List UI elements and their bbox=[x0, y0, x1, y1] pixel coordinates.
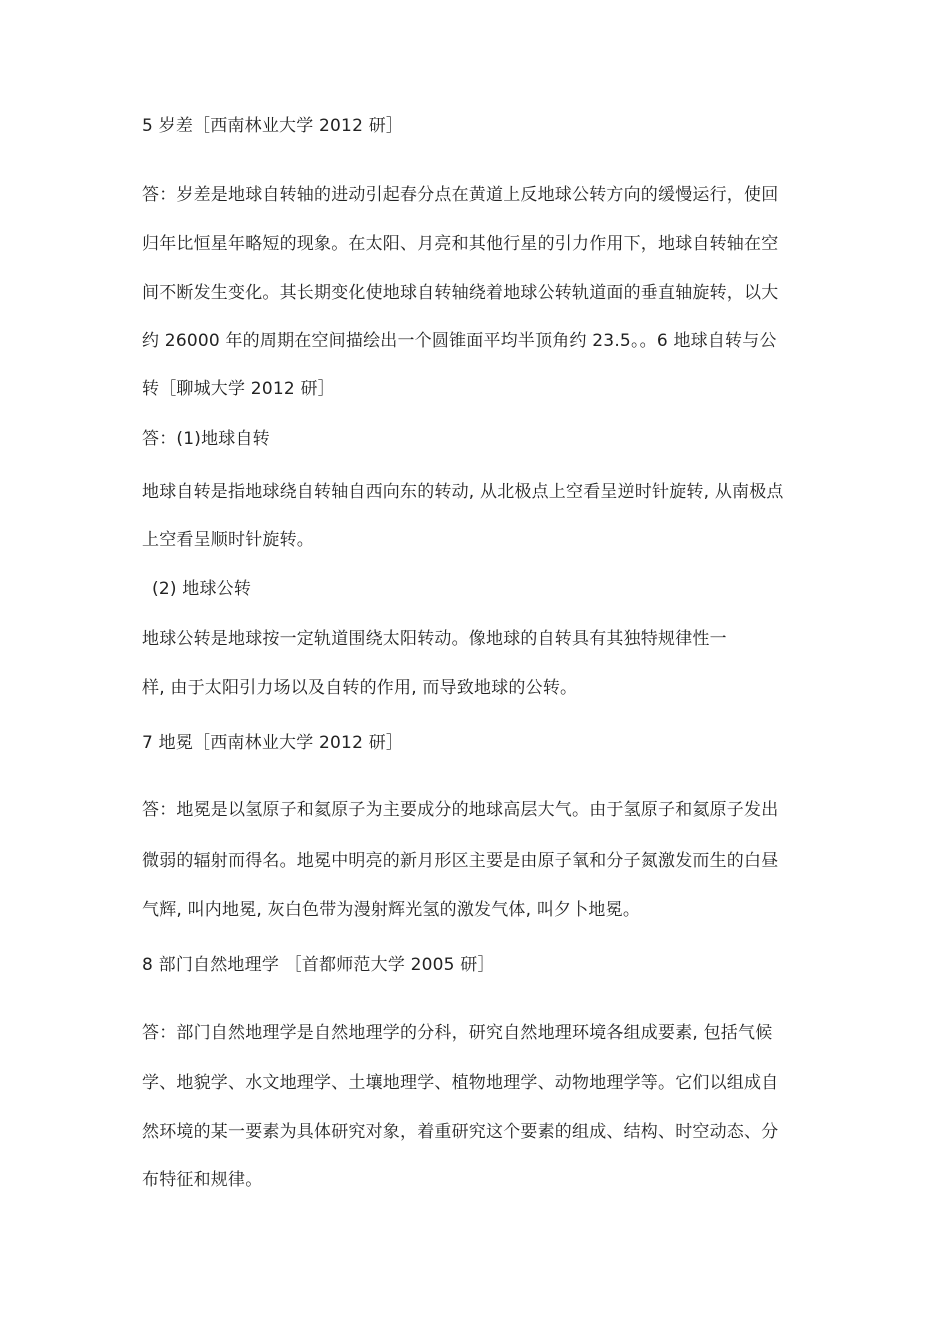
q6-heading: 转［聊城大学 2012 研］ bbox=[142, 379, 335, 399]
q8-heading: 8 部门自然地理学 ［首都师范大学 2005 研］ bbox=[142, 955, 495, 975]
q7-answer-line-2: 微弱的辐射而得名。地冕中明亮的新月形区主要是由原子氧和分子氮激发而生的白昼 bbox=[142, 851, 779, 871]
q6-rotation-line-1: 地球自转是指地球绕自转轴自西向东的转动, 从北极点上空看呈逆时针旋转, 从南极点 bbox=[142, 482, 784, 502]
q8-answer-line-2: 学、地貌学、水文地理学、土壤地理学、植物地理学、动物地理学等。它们以组成自 bbox=[142, 1073, 779, 1093]
q8-answer-line-4: 布特征和规律。 bbox=[142, 1170, 263, 1190]
q6-rotation-line-2: 上空看呈顺时针旋转。 bbox=[142, 530, 314, 550]
q7-answer-line-3: 气辉, 叫内地冕, 灰白色带为漫射辉光氢的激发气体, 叫夕卜地冕。 bbox=[142, 900, 641, 920]
q6-revolution-title: (2) 地球公转 bbox=[152, 579, 252, 599]
q7-answer-line-1: 答：地冕是以氢原子和氦原子为主要成分的地球高层大气。由于氢原子和氦原子发出 bbox=[142, 800, 779, 820]
q5-answer-line-2: 归年比恒星年略短的现象。在太阳、月亮和其他行星的引力作用下，地球自转轴在空 bbox=[142, 234, 779, 254]
q8-answer-line-3: 然环境的某一要素为具体研究对象，着重研究这个要素的组成、结构、时空动态、分 bbox=[142, 1122, 779, 1142]
q7-heading: 7 地冕［西南林业大学 2012 研］ bbox=[142, 733, 404, 753]
q6-revolution-line-2: 样, 由于太阳引力场以及自转的作用, 而导致地球的公转。 bbox=[142, 678, 578, 698]
q8-answer-line-1: 答：部门自然地理学是自然地理学的分科，研究自然地理环境各组成要素, 包括气候 bbox=[142, 1023, 773, 1043]
q5-heading: 5 岁差［西南林业大学 2012 研］ bbox=[142, 116, 404, 136]
q6-revolution-line-1: 地球公转是地球按一定轨道围绕太阳转动。像地球的自转具有其独特规律性一 bbox=[142, 629, 727, 649]
q5-answer-line-3: 间不断发生变化。其长期变化使地球自转轴绕着地球公转轨道面的垂直轴旋转，以大 bbox=[142, 283, 779, 303]
q5-answer-line-4: 约 26000 年的周期在空间描绘出一个圆锥面平均半顶角约 23.5。。6 地球自转与公 bbox=[142, 331, 777, 351]
q6-answer-intro: 答：(1)地球自转 bbox=[142, 429, 270, 449]
q5-answer-line-1: 答：岁差是地球自转轴的进动引起春分点在黄道上反地球公转方向的缓慢运行，使回 bbox=[142, 185, 779, 205]
